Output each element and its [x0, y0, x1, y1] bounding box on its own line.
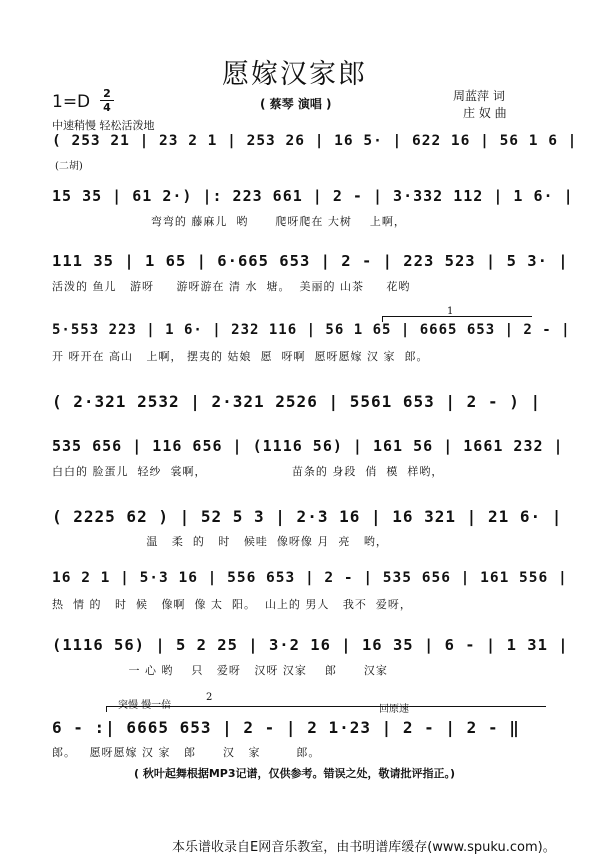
source-footer: 本乐谱收录自E网音乐教室，由书明谱库缓存(www.spuku.com)。 — [172, 840, 556, 855]
composer: 庄 奴 曲 — [463, 106, 507, 120]
key-signature: 1=D — [52, 92, 91, 112]
score-row — [0, 187, 589, 231]
tempo-slow-label: 突慢 慢一倍 — [118, 700, 172, 711]
notation-line: 111 35 | 1 65 | 6·665 653 | 2 - | 223 523 | 5 3· | — [52, 252, 569, 270]
lyric-line: 活泼的 鱼儿 游呀 游呀游在 清 水 塘。 美丽的 山茶 花哟 — [52, 280, 411, 293]
notation-line: ( 2·321 2532 | 2·321 2526 | 5561 653 | 2 - ) | — [52, 392, 542, 411]
lyric-line: 开 呀开在 高山 上啊， 摆夷的 姑娘 愿 呀啊 愿呀愿嫁 汉 家 郎。 — [52, 350, 429, 363]
notation-line: 16 2 1 | 5·3 16 | 556 653 | 2 - | 535 656 | 161 556 | — [52, 570, 568, 586]
meter-bottom: 4 — [103, 101, 111, 114]
notation-line: 5·553 223 | 1 6· | 232 116 | 56 1 65 | 6665 653 | 2 - | — [52, 322, 571, 338]
score-row — [0, 507, 589, 551]
performer: ( 蔡琴 演唱 ) — [260, 97, 332, 111]
instrument-label: (二胡) — [55, 161, 83, 172]
score-row — [0, 636, 589, 680]
score-row — [0, 570, 589, 614]
lyric-line: 白白的 脸蛋儿 轻纱 裳啊， 苗条的 身段 俏 模 样哟， — [52, 465, 444, 478]
lyric-line: 郎。 愿呀愿嫁 汉 家 郎 汉 家 郎。 — [52, 746, 321, 759]
volta-2-label: 2 — [206, 692, 213, 703]
notation-line: (1116 56) | 5 2 25 | 3·2 16 | 16 35 | 6 - | 1 31 | — [52, 636, 569, 654]
meter-top: 2 — [103, 87, 111, 100]
lyric-line: 弯弯的 藤麻儿 哟 爬呀爬在 大树 上啊， — [52, 215, 406, 228]
score-row — [0, 718, 589, 762]
volta-2-tick — [106, 706, 107, 712]
time-signature — [100, 88, 114, 113]
notation-line: 15 35 | 61 2·) |: 223 661 | 2 - | 3·332 112 | 1 6· | — [52, 187, 574, 205]
lyric-line: 热 情 的 时 候 像啊 像 太 阳。 山上的 男人 我不 爱呀， — [52, 598, 412, 611]
score-row — [0, 437, 589, 481]
score-row — [0, 392, 589, 436]
notation-line: ( 2225 62 ) | 52 5 3 | 2·3 16 | 16 321 | 21 6· | — [52, 507, 563, 526]
song-title: 愿嫁汉家郎 — [222, 59, 367, 90]
transcription-note: ( 秋叶起舞根据MP3记谱，仅供参考。错误之处，敬请批评指正。) — [133, 767, 456, 780]
lyricist: 周蓝萍 词 — [453, 89, 505, 103]
lyric-line: 温 柔 的 时 候哇 像呀像 月 亮 哟， — [52, 535, 388, 548]
notation-line: ( 253 21 | 23 2 1 | 253 26 | 16 5· | 622 16 | 56 1 6 | — [52, 133, 578, 149]
volta-2-line — [106, 706, 546, 707]
notation-line: 535 656 | 116 656 | (1116 56) | 161 56 | 1661 232 | — [52, 437, 564, 455]
score-row — [0, 133, 589, 177]
notation-line: 6 - :| 6665 653 | 2 - | 2 1·23 | 2 - | 2 - ‖ — [52, 718, 520, 737]
tempo-back-label: 回原速 — [379, 704, 409, 715]
tempo-marking: 中速稍慢 轻松活泼地 — [52, 119, 155, 132]
lyric-line: 一 心 哟 只 爱呀 汉呀 汉家 郎 汉家 — [52, 664, 388, 677]
score-row — [0, 252, 589, 296]
volta-1-label: 1 — [447, 306, 454, 317]
volta-1-line — [382, 316, 532, 317]
score-row — [0, 322, 589, 366]
